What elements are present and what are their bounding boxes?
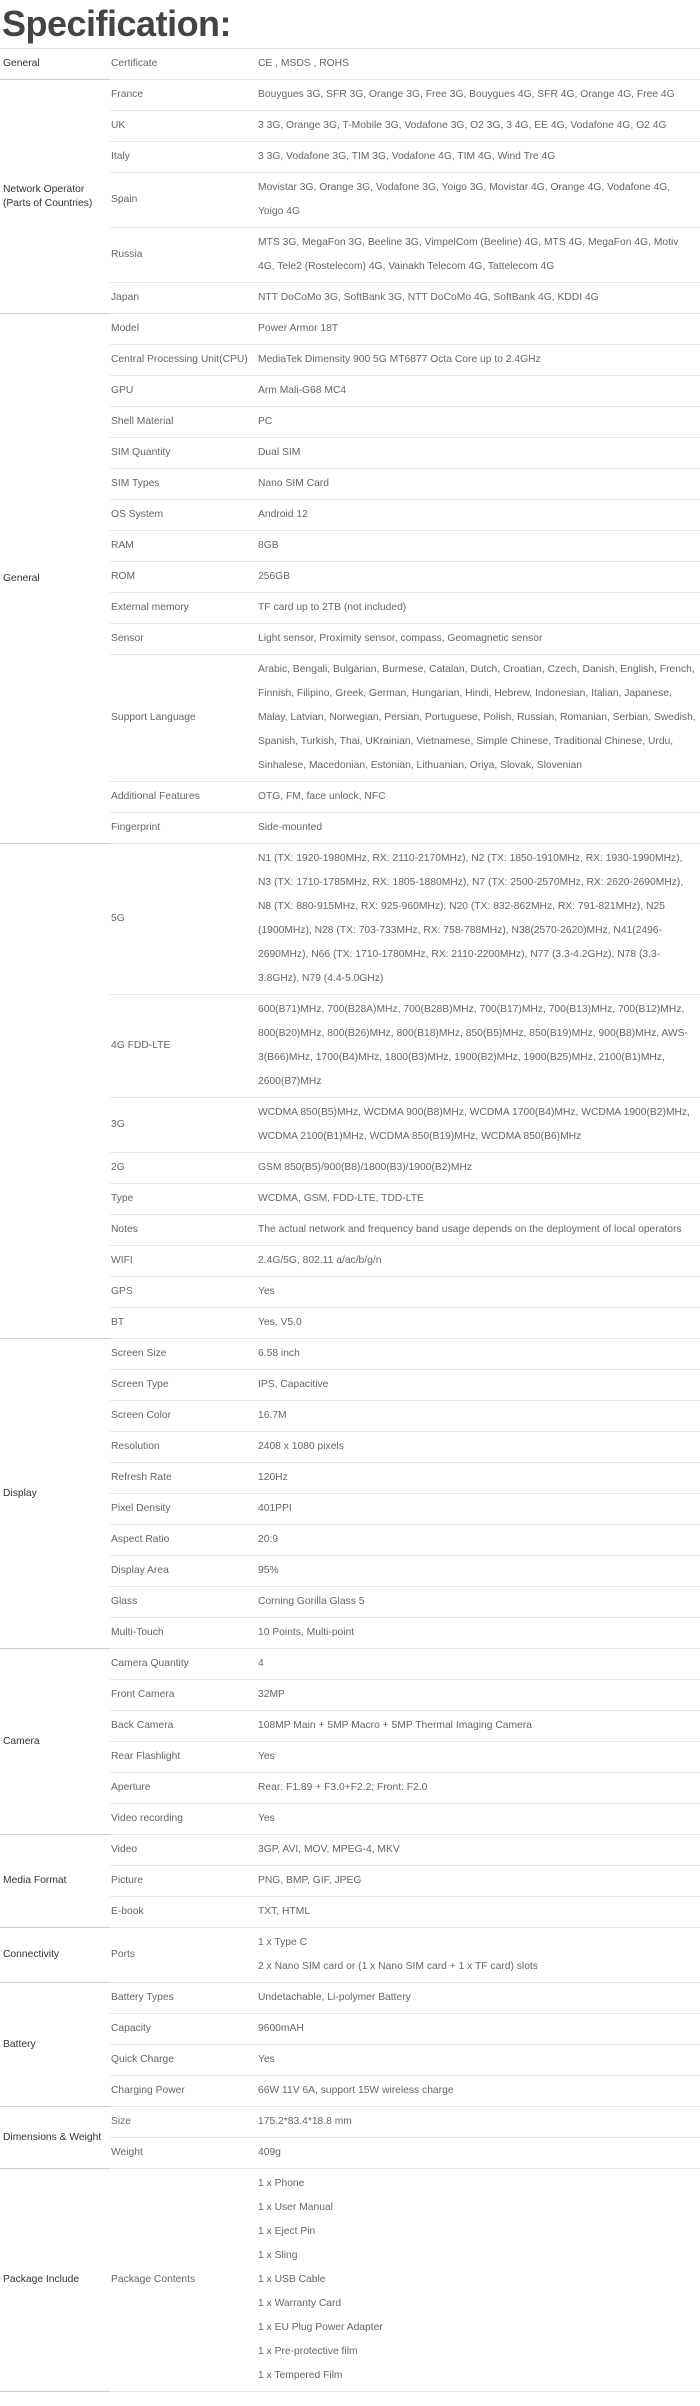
spec-value — [257, 1649, 700, 1680]
spec-label: SIM Quantity — [110, 438, 257, 469]
spec-value — [257, 624, 700, 655]
spec-value — [257, 995, 700, 1098]
spec-value — [257, 2138, 700, 2169]
spec-row — [0, 1649, 700, 1680]
spec-label: Weight — [110, 2138, 257, 2169]
spec-label: Fingerprint — [110, 813, 257, 844]
spec-label: External memory — [110, 593, 257, 624]
spec-value — [257, 314, 700, 345]
spec-value — [257, 844, 700, 995]
spec-value — [257, 173, 700, 228]
spec-value — [257, 1680, 700, 1711]
spec-label: Russia — [110, 228, 257, 283]
spec-value-line: 409g — [258, 2147, 281, 2158]
spec-value — [257, 111, 700, 142]
spec-value-line: 9600mAH — [258, 2023, 304, 2034]
spec-value-line: Yes — [258, 1751, 275, 1762]
spec-value — [257, 469, 700, 500]
spec-value-line: CE , MSDS , ROHS — [258, 58, 349, 69]
spec-label: ROM — [110, 562, 257, 593]
spec-label: Pixel Density — [110, 1494, 257, 1525]
spec-value — [257, 1804, 700, 1835]
spec-value — [257, 1742, 700, 1773]
spec-row — [0, 1835, 700, 1866]
spec-label: 4G FDD-LTE — [110, 995, 257, 1098]
spec-label: Video recording — [110, 1804, 257, 1835]
spec-label: France — [110, 80, 257, 111]
spec-category-label: Network Operator — [3, 183, 85, 195]
spec-label: Rear Flashlight — [110, 1742, 257, 1773]
spec-label: Back Camera — [110, 1711, 257, 1742]
spec-value — [257, 531, 700, 562]
spec-value-line: Undetachable, Li-polymer Battery — [258, 1992, 411, 2003]
spec-category — [0, 80, 110, 314]
spec-value — [257, 1556, 700, 1587]
spec-value-line: MediaTek Dimensity 900 5G MT6877 Octa Core up to 2.4GHz — [258, 354, 541, 365]
spec-label: Central Processing Unit(CPU) — [110, 345, 257, 376]
spec-table — [0, 48, 700, 2392]
spec-label: GPU — [110, 376, 257, 407]
spec-label: Ports — [110, 1928, 257, 1983]
spec-value-line: Arm Mali-G68 MC4 — [258, 385, 347, 396]
spec-category-label: Battery — [3, 2038, 36, 2050]
spec-value — [257, 1463, 700, 1494]
spec-value — [257, 2076, 700, 2107]
spec-value-line: WCDMA 850(B5)MHz, WCDMA 900(B8)MHz, WCDMA 1700(B4)MHz, WCDMA 1900(B2)MHz, WCDMA 2100(B1)MHz, WCDMA 850(B19)MHz, WCDMA 850(B6)MHz — [258, 1107, 690, 1142]
spec-category-label: Package Include — [3, 2274, 80, 2285]
spec-value-line: Movistar 3G, Orange 3G, Vodafone 3G, Yoigo 3G, Movistar 4G, Orange 4G, Vodafone 4G, Yoigo 4G — [258, 182, 671, 217]
spec-category — [0, 1835, 110, 1928]
spec-value-line: 1 x Pre-protective film — [258, 2346, 358, 2357]
spec-value-line: MTS 3G, MegaFon 3G, Beeline 3G, VimpelCom (Beeline) 4G, MTS 4G, MegaFon 4G, Motiv 4G, Tele2 (Rostelecom) 4G, Vainakh Telecom 4G, Tattelecom 4G — [258, 237, 679, 272]
spec-label: Screen Type — [110, 1370, 257, 1401]
spec-value — [257, 1835, 700, 1866]
spec-row — [0, 2107, 700, 2138]
spec-label: Notes — [110, 1215, 257, 1246]
spec-value-line: PC — [258, 416, 273, 427]
spec-value-line: 401PPI — [258, 1503, 292, 1514]
spec-label: OS System — [110, 500, 257, 531]
spec-value-line: 1 x USB Cable — [258, 2274, 326, 2285]
spec-value — [257, 1494, 700, 1525]
spec-value — [257, 2045, 700, 2076]
spec-value — [257, 1370, 700, 1401]
spec-value — [257, 1432, 700, 1463]
spec-label: Resolution — [110, 1432, 257, 1463]
spec-value — [257, 1587, 700, 1618]
spec-label: 3G — [110, 1098, 257, 1153]
spec-table-body — [0, 49, 700, 2392]
spec-value-line: Yes — [258, 2054, 275, 2065]
spec-label: Screen Color — [110, 1401, 257, 1432]
spec-label: Capacity — [110, 2014, 257, 2045]
spec-row — [0, 2169, 700, 2392]
spec-value-line: 600(B71)MHz, 700(B28A)MHz, 700(B28B)MHz, 700(B17)MHz, 700(B13)MHz, 700(B12)MHz, 800(B20)MHz, 800(B26)MHz, 800(B18)MHz, 850(B5)MHz, 850(B19)MHz, 900(B8)MHz, AWS-3(B66)MHz, 1700(B4)MHz, 1800(B3)MHz, 1900(B2)MHz, 1900(B25)MHz, 2100(B1)MHz, 2600(B7)MHz — [258, 1004, 688, 1087]
spec-value — [257, 500, 700, 531]
spec-value-line: Yes — [258, 1286, 275, 1297]
spec-value-line: Rear: F1.89 + F3.0+F2.2; Front: F2.0 — [258, 1782, 428, 1793]
spec-value — [257, 562, 700, 593]
spec-value-line: 4 — [258, 1658, 264, 1669]
spec-value-line: TXT, HTML — [258, 1906, 311, 1917]
spec-label: Aspect Ratio — [110, 1525, 257, 1556]
spec-value-line: 1 x EU Plug Power Adapter — [258, 2322, 383, 2333]
spec-category — [0, 1649, 110, 1835]
spec-label: Screen Size — [110, 1339, 257, 1370]
spec-value-line: 66W 11V 6A, support 15W wireless charge — [258, 2085, 454, 2096]
spec-label: Model — [110, 314, 257, 345]
spec-value-line: 6.58 inch — [258, 1348, 300, 1359]
spec-value-line: N1 (TX: 1920-1980MHz, RX: 2110-2170MHz), N2 (TX: 1850-1910MHz, RX: 1930-1990MHz), N3 (TX: 1710-1785MHz, RX: 1805-1880MHz), N7 (TX: 2500-2570MHz, RX: 2620-2690MHz), N8 (TX: 880-915MHz, RX: 925-960MHz), N20 (TX: 832-862MHz, RX: 791-821MHz), N25 (1900MHz), N28 (TX: 703-733MHz, RX: 758-788MHz), N38(2570-2620)MHz, N41(2496-2690MHz), N66 (TX: 1710-1780MHz, RX: 2110-2200MHz), N77 (3.3-4.2GHz), N78 (3.3-3.8GHz), N79 (4.4-5.0GHz) — [258, 853, 684, 984]
spec-category — [0, 2169, 110, 2392]
spec-value — [257, 1983, 700, 2014]
spec-label: Size — [110, 2107, 257, 2138]
spec-value-line: 256GB — [258, 571, 291, 582]
spec-category — [0, 49, 110, 80]
spec-value-line: 16.7M — [258, 1410, 287, 1421]
spec-label: Quick Charge — [110, 2045, 257, 2076]
spec-value-line: 1 x Phone — [258, 2178, 305, 2189]
spec-value-line: 2.4G/5G, 802.11 a/ac/b/g/n — [258, 1255, 382, 1266]
spec-label: 5G — [110, 844, 257, 995]
spec-value-line: 1 x User Manual — [258, 2202, 333, 2213]
spec-value-line: 120Hz — [258, 1472, 288, 1483]
spec-label: Type — [110, 1184, 257, 1215]
spec-category-label: Display — [3, 1487, 37, 1499]
spec-label: Additional Features — [110, 782, 257, 813]
spec-label: Video — [110, 1835, 257, 1866]
spec-value — [257, 376, 700, 407]
spec-value — [257, 2169, 700, 2392]
spec-label: Japan — [110, 283, 257, 314]
spec-value — [257, 782, 700, 813]
spec-label: Front Camera — [110, 1680, 257, 1711]
spec-label: GPS — [110, 1277, 257, 1308]
spec-value — [257, 283, 700, 314]
spec-value-line: 175.2*83.4*18.8 mm — [258, 2116, 352, 2127]
spec-value — [257, 228, 700, 283]
spec-value — [257, 1897, 700, 1928]
spec-label: Sensor — [110, 624, 257, 655]
spec-value-line: 1 x Type C — [258, 1937, 308, 1948]
spec-value-line: WCDMA, GSM, FDD-LTE, TDD-LTE — [258, 1193, 424, 1204]
spec-value-line: 108MP Main + 5MP Macro + 5MP Thermal Imaging Camera — [258, 1720, 532, 1731]
spec-label: E-book — [110, 1897, 257, 1928]
spec-label: Picture — [110, 1866, 257, 1897]
page-title: Specification: — [2, 3, 232, 44]
spec-label: Shell Material — [110, 407, 257, 438]
spec-value — [257, 1215, 700, 1246]
spec-label: WIFI — [110, 1246, 257, 1277]
spec-value — [257, 655, 700, 782]
spec-value-line: Bouygues 3G, SFR 3G, Orange 3G, Free 3G, Bouygues 4G, SFR 4G, Orange 4G, Free 4G — [258, 89, 675, 100]
spec-value — [257, 1711, 700, 1742]
spec-value-line: Corning Gorilla Glass 5 — [258, 1596, 365, 1607]
spec-value-line: Power Armor 18T — [258, 323, 339, 334]
spec-value — [257, 1339, 700, 1370]
spec-label: Glass — [110, 1587, 257, 1618]
spec-value — [257, 142, 700, 173]
spec-value — [257, 813, 700, 844]
spec-category-label: Camera — [3, 1735, 40, 1747]
spec-value-line: 3 3G, Orange 3G, T-Mobile 3G, Vodafone 3G, O2 3G, 3 4G, EE 4G, Vodafone 4G, O2 4G — [258, 120, 667, 131]
spec-value-line: 32MP — [258, 1689, 285, 1700]
spec-label: Aperture — [110, 1773, 257, 1804]
spec-category — [0, 2107, 110, 2169]
spec-value — [257, 1246, 700, 1277]
spec-category-label: Connectivity — [3, 1949, 60, 1960]
spec-label: Camera Quantity — [110, 1649, 257, 1680]
spec-value — [257, 1308, 700, 1339]
spec-label: Certificate — [110, 49, 257, 80]
spec-value — [257, 1928, 700, 1983]
spec-category — [0, 1983, 110, 2107]
spec-value-line: GSM 850(B5)/900(B8)/1800(B3)/1900(B2)MHz — [258, 1162, 473, 1173]
spec-label: Refresh Rate — [110, 1463, 257, 1494]
spec-value-line: TF card up to 2TB (not included) — [258, 602, 407, 613]
spec-value-line: Yes — [258, 1813, 275, 1824]
spec-value — [257, 2107, 700, 2138]
spec-value-line: PNG, BMP, GIF, JPEG — [258, 1875, 362, 1886]
spec-value-line: Nano SIM Card — [258, 478, 329, 489]
spec-value — [257, 345, 700, 376]
spec-label: Italy — [110, 142, 257, 173]
spec-value-line: OTG, FM, face unlock, NFC — [258, 791, 386, 802]
spec-value — [257, 2014, 700, 2045]
spec-label: Battery Types — [110, 1983, 257, 2014]
spec-value-line: 2 x Nano SIM card or (1 x Nano SIM card + 1 x TF card) slots — [258, 1961, 538, 1972]
spec-category — [0, 844, 110, 1339]
spec-label: Package Contents — [110, 2169, 257, 2392]
spec-category-label: General — [3, 572, 40, 584]
spec-value-line: 1 x Sling — [258, 2250, 298, 2261]
spec-value — [257, 1525, 700, 1556]
spec-value — [257, 49, 700, 80]
spec-value-line: Android 12 — [258, 509, 308, 520]
spec-category-label: Dimensions & Weight — [3, 2131, 102, 2143]
spec-label: Charging Power — [110, 2076, 257, 2107]
spec-value-line: NTT DoCoMo 3G, SoftBank 3G, NTT DoCoMo 4G, SoftBank 4G, KDDI 4G — [258, 292, 599, 303]
spec-value-line: 3 3G, Vodafone 3G, TIM 3G, Vodafone 4G, TIM 4G, Wind Tre 4G — [258, 151, 556, 162]
spec-label: BT — [110, 1308, 257, 1339]
spec-row — [0, 844, 700, 995]
spec-value-line: 95% — [258, 1565, 279, 1576]
spec-value-line: 1 x Eject Pin — [258, 2226, 316, 2237]
spec-value-line: 1 x Warranty Card — [258, 2298, 342, 2309]
spec-category — [0, 1339, 110, 1649]
spec-row — [0, 1339, 700, 1370]
spec-value — [257, 1277, 700, 1308]
spec-value-line: Dual SIM — [258, 447, 301, 458]
spec-category-label: (Parts of Countries) — [3, 197, 93, 209]
spec-value-line: IPS, Capacitive — [258, 1379, 329, 1390]
spec-value — [257, 1866, 700, 1897]
spec-label: Spain — [110, 173, 257, 228]
spec-label: UK — [110, 111, 257, 142]
spec-value-line: The actual network and frequency band usage depends on the deployment of local operators — [258, 1224, 682, 1235]
spec-value-line: Arabic, Bengali, Bulgarian, Burmese, Catalan, Dutch, Croatian, Czech, Danish, English, French, Finnish, Filipino, Greek, German, Hungarian, Hindi, Hebrew, Indonesian, Italian, Japanese, Malay, Latvian, Norwegian, Persian, Portuguese, Polish, Russian, Romanian, Serbian, Swedish, Spanish, Turkish, Thai, UKrainian, Vietnamese, Simple Chinese, Traditional Chinese, Urdu, Sinhalese, Macedonian, Estonian, Lithuanian, Oriya, Slovak, Slovenian — [258, 664, 696, 771]
spec-row — [0, 314, 700, 345]
spec-label: Support Language — [110, 655, 257, 782]
spec-label: Display Area — [110, 1556, 257, 1587]
spec-value-line: 3GP, AVI, MOV, MPEG-4, MKV — [258, 1844, 400, 1855]
spec-label: Multi-Touch — [110, 1618, 257, 1649]
spec-value — [257, 407, 700, 438]
spec-value — [257, 593, 700, 624]
spec-value — [257, 438, 700, 469]
spec-value — [257, 80, 700, 111]
spec-value — [257, 1618, 700, 1649]
spec-row — [0, 80, 700, 111]
spec-value-line: 1 x Tempered Film — [258, 2370, 343, 2381]
spec-value — [257, 1184, 700, 1215]
spec-label: RAM — [110, 531, 257, 562]
spec-value-line: 2408 x 1080 pixels — [258, 1441, 344, 1452]
spec-label: SIM Types — [110, 469, 257, 500]
spec-value — [257, 1098, 700, 1153]
spec-value-line: 10 Points, Multi-point — [258, 1627, 355, 1638]
spec-category — [0, 314, 110, 844]
spec-value-line: 8GB — [258, 540, 279, 551]
spec-value-line: Yes, V5.0 — [258, 1317, 302, 1328]
spec-category-label: General — [3, 58, 40, 69]
spec-value — [257, 1773, 700, 1804]
spec-row — [0, 1983, 700, 2014]
spec-value — [257, 1153, 700, 1184]
spec-category — [0, 1928, 110, 1983]
spec-row — [0, 49, 700, 80]
spec-value-line: Side-mounted — [258, 822, 323, 833]
spec-category-label: Media Format — [3, 1875, 67, 1886]
spec-row — [0, 1928, 700, 1983]
spec-value-line: Light sensor, Proximity sensor, compass, Geomagnetic sensor — [258, 633, 543, 644]
spec-value-line: 20:9 — [258, 1534, 279, 1545]
spec-label: 2G — [110, 1153, 257, 1184]
spec-value — [257, 1401, 700, 1432]
